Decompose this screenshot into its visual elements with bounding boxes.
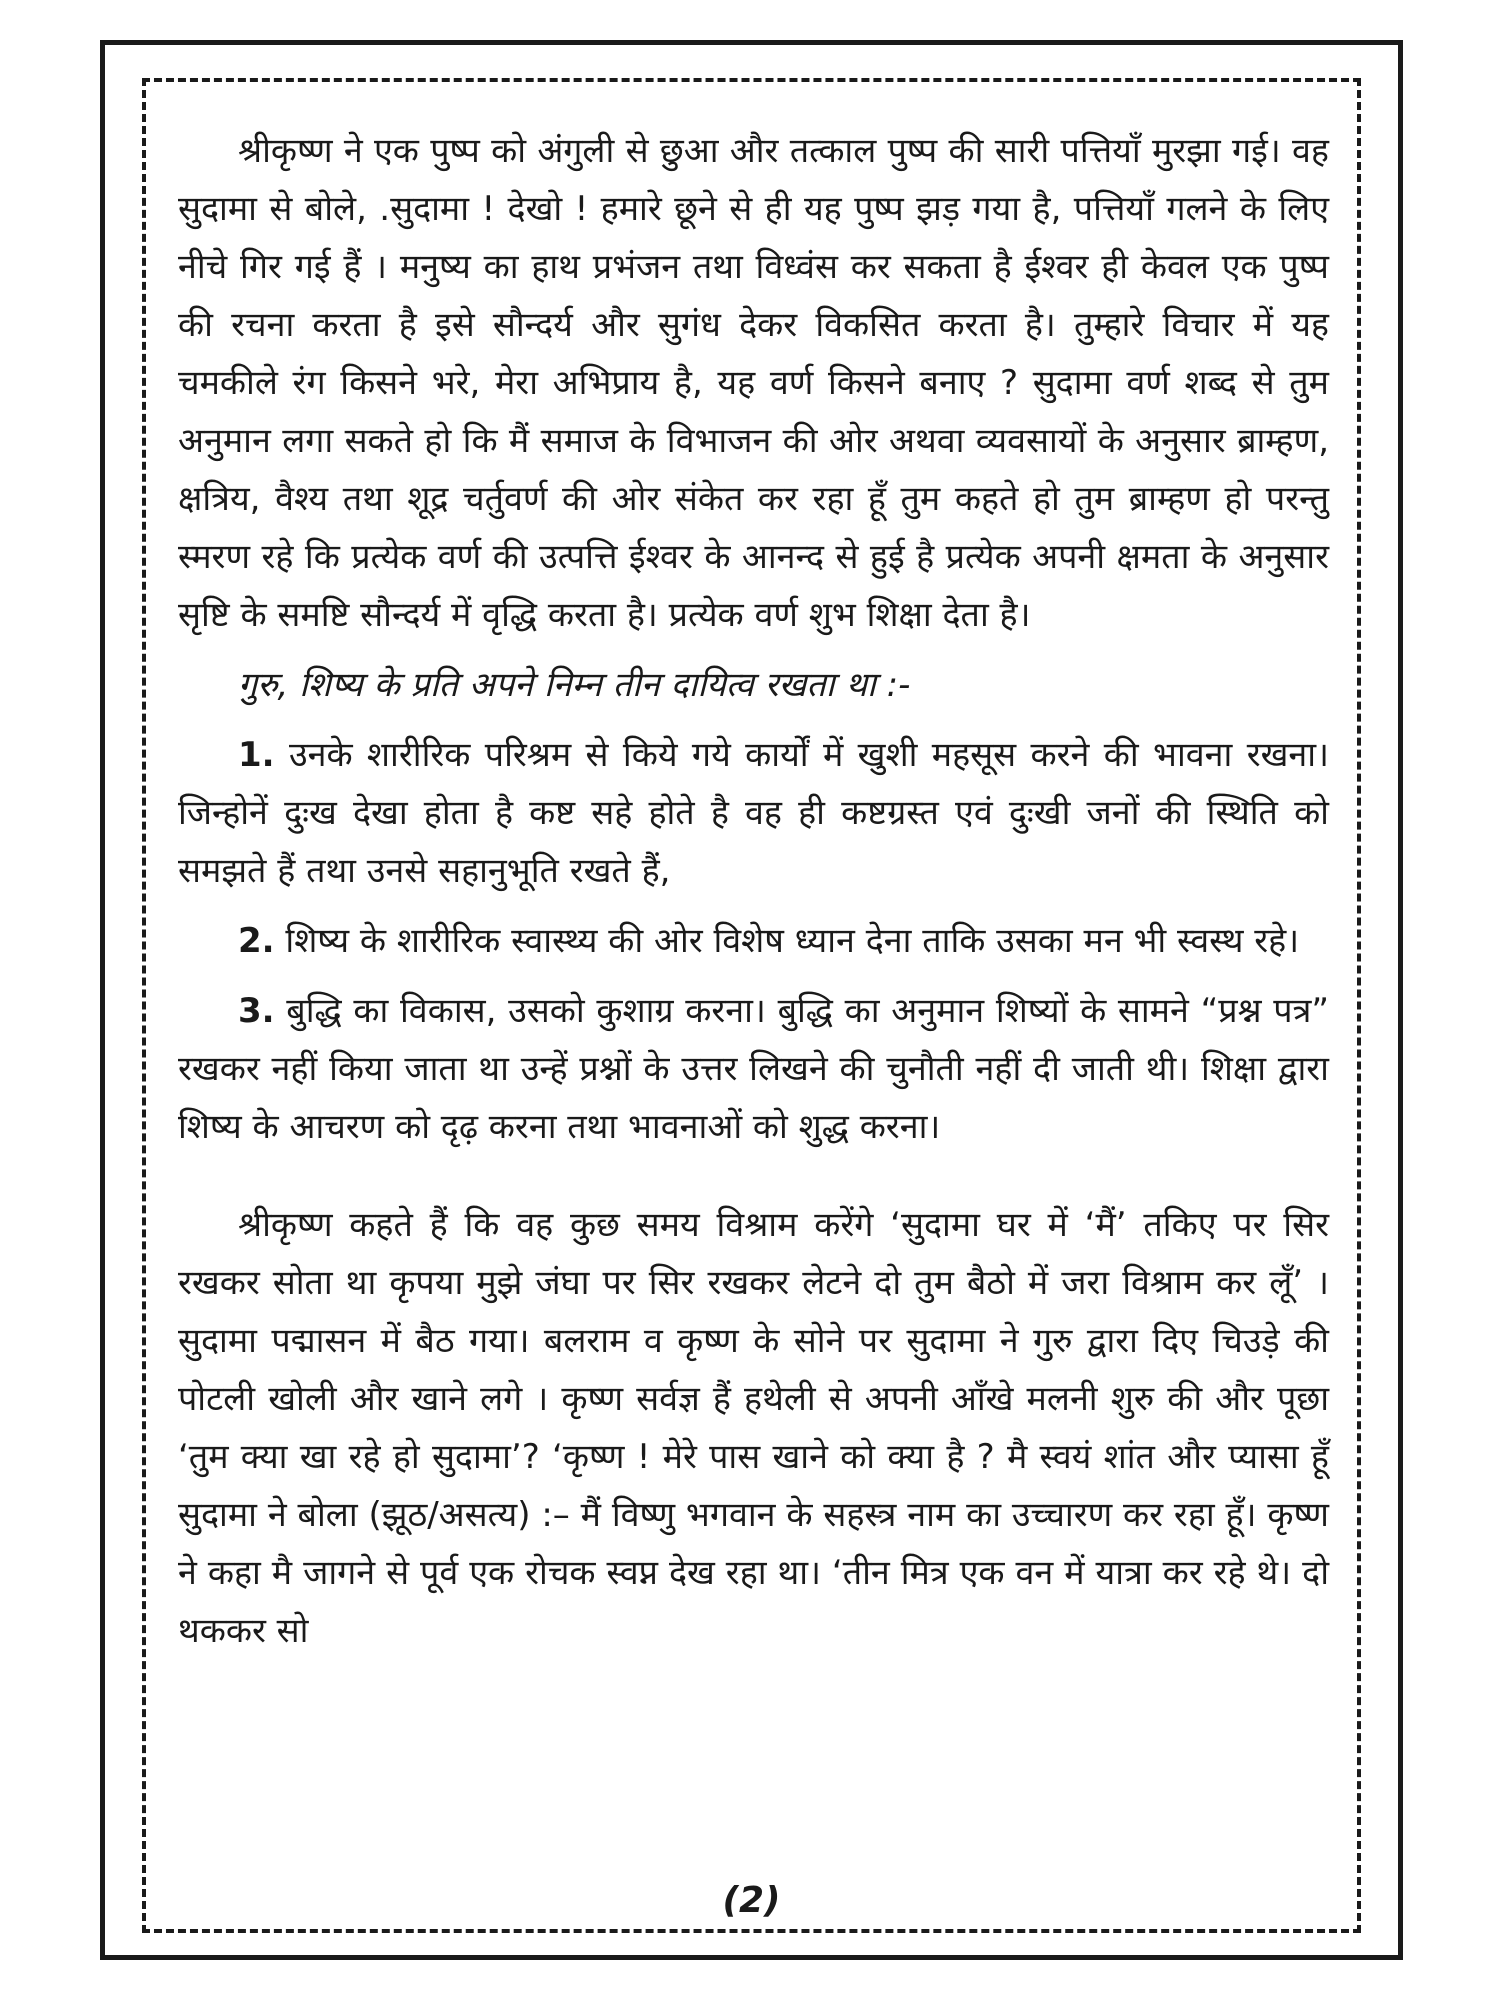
page-number: (2) bbox=[722, 1880, 781, 1921]
duty-item-1 bbox=[178, 726, 1329, 900]
page-body bbox=[178, 122, 1329, 1660]
page-outer-border bbox=[100, 40, 1403, 1960]
duty-item-3 bbox=[178, 982, 1329, 1156]
duty-number-3: 3. bbox=[238, 991, 275, 1031]
duty-number-1: 1. bbox=[238, 735, 275, 775]
page-dashed-border bbox=[142, 78, 1361, 1933]
duty-text-3: बुद्धि का विकास, उसको कुशाग्र करना। बुद्धि का अनुमान शिष्यों के सामने “प्रश्न पत्र” रखकर नहीं किया जाता था उन्हें प्रश्नों के उत्तर लिखने की चुनौती नहीं दी जाती थी। शिक्षा द्वारा शिष्य के आचरण को दृढ़ करना तथा भावनाओं को शुद्ध करना। bbox=[178, 991, 1329, 1147]
paragraph-krishna-flower: श्रीकृष्ण ने एक पुष्प को अंगुली से छुआ और तत्काल पुष्प की सारी पत्तियाँ मुरझा गई। वह सुदामा से बोले, .सुदामा ! देखो ! हमारे छूने से ही यह पुष्प झड़ गया है, पत्तियाँ गलने के लिए नीचे गिर गई हैं । मनुष्य का हाथ प्रभंजन तथा विध्वंस कर सकता है ईश्वर ही केवल एक पुष्प की रचना करता है इसे सौन्दर्य और सुगंध देकर विकसित करता है। तुम्हारे विचार में यह चमकीले रंग किसने भरे, मेरा अभिप्राय है, यह वर्ण किसने बनाए ? सुदामा वर्ण शब्द से तुम अनुमान लगा सकते हो कि मैं समाज के विभाजन की ओर अथवा व्यवसायों के अनुसार ब्राम्हण, क्षत्रिय, वैश्य तथा शूद्र चर्तुवर्ण की ओर संकेत कर रहा हूँ तुम कहते हो तुम ब्राम्हण हो परन्तु स्मरण रहे कि प्रत्येक वर्ण की उत्पत्ति ईश्वर के आनन्द से हुई है प्रत्येक अपनी क्षमता के अनुसार सृष्टि के समष्टि सौन्दर्य में वृद्धि करता है। प्रत्येक वर्ण शुभ शिक्षा देता है। bbox=[178, 131, 1329, 635]
duty-text-2: शिष्य के शारीरिक स्वास्थ्य की ओर विशेष ध्यान देना ताकि उसका मन भी स्वस्थ रहे। bbox=[274, 921, 1300, 961]
duty-number-2: 2. bbox=[238, 921, 275, 961]
duty-text-1: उनके शारीरिक परिश्रम से किये गये कार्यों में खुशी महसूस करने की भावना रखना। जिन्होनें दुःख देखा होता है कष्ट सहे होते है वह ही कष्टग्रस्त एवं दुःखी जनों की स्थिति को समझते हैं तथा उनसे सहानुभूति रखते हैं, bbox=[178, 735, 1329, 891]
paragraph-sudama-rest: श्रीकृष्ण कहते हैं कि वह कुछ समय विश्राम करेंगे ‘सुदामा घर में ‘मैं’ तकिए पर सिर रखकर सोता था कृपया मुझे जंघा पर सिर रखकर लेटने दो तुम बैठो में जरा विश्राम कर लूँ’ । सुदामा पद्मासन में बैठ गया। बलराम व कृष्ण के सोने पर सुदामा ने गुरु द्वारा दिए चिउड़े की पोटली खोली और खाने लगे । कृष्ण सर्वज्ञ हैं हथेली से अपनी आँखे मलनी शुरु की और पूछा ‘तुम क्या खा रहे हो सुदामा’? ‘कृष्ण ! मेरे पास खाने को क्या है ? मै स्वयं शांत और प्यासा हूँ सुदामा ने बोला (झूठ/असत्य) :– मैं विष्णु भगवान के सहस्त्र नाम का उच्चारण कर रहा हूँ। कृष्ण ने कहा मै जागने से पूर्व एक रोचक स्वप्न देख रहा था। ‘तीन मित्र एक वन में यात्रा कर रहे थे। दो थककर सो bbox=[178, 1205, 1329, 1651]
duty-item-2 bbox=[178, 912, 1329, 970]
guru-duties-heading: गुरु, शिष्य के प्रति अपने निम्न तीन दायित्व रखता था :- bbox=[238, 665, 911, 705]
